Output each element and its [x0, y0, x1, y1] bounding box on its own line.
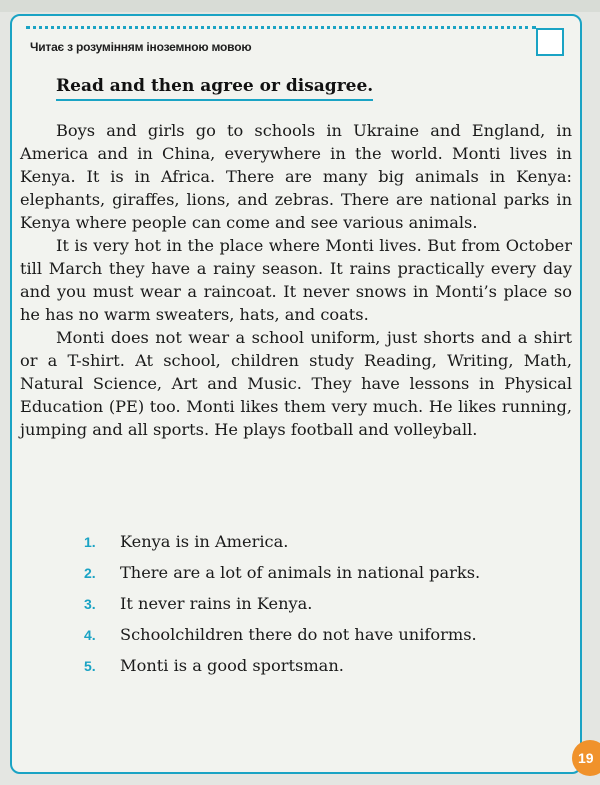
statement-number: 2.	[84, 565, 96, 581]
statement-number: 4.	[84, 627, 96, 643]
page-number-badge: 19	[572, 740, 600, 776]
statement-text: Monti is a good sportsman.	[120, 656, 344, 675]
statement-number: 1.	[84, 534, 96, 550]
completion-checkbox[interactable]	[536, 28, 564, 56]
statement-item	[84, 594, 480, 625]
exercise-card	[10, 14, 582, 774]
statement-text: There are a lot of animals in national parks.	[120, 563, 481, 582]
statement-item	[84, 625, 480, 656]
statement-item	[84, 532, 480, 563]
page-top-strip	[0, 0, 600, 12]
statement-number: 5.	[84, 658, 96, 674]
story-text	[20, 119, 572, 441]
section-label: Читає з розумінням іноземною мовою	[30, 40, 252, 54]
statement-item	[84, 563, 480, 594]
story-paragraph: Monti does not wear a school uniform, just shorts and a shirt or a T-shirt. At school, children study Reading, Writing, Math, Natural Science, Art and Music. They have lessons in Physical Education (PE) too. Monti likes them very much. He likes running, jumping and all sports. He plays football and volleyball.	[20, 328, 572, 439]
statement-number: 3.	[84, 596, 96, 612]
task-title: Read and then agree or disagree.	[56, 76, 373, 101]
statement-list	[84, 532, 480, 687]
statement-text: It never rains in Kenya.	[120, 594, 313, 613]
story-paragraph: It is very hot in the place where Monti lives. But from October till March they have a rainy season. It rains practically every day and you must wear a raincoat. It never snows in Monti’s place so he has no warm sweaters, hats, and coats.	[20, 236, 572, 324]
statement-item	[84, 656, 480, 687]
header-dotted-line	[26, 26, 536, 29]
story-paragraph: Boys and girls go to schools in Ukraine and England, in America and in China, everywhere in the world. Monti lives in Kenya. It is in Africa. There are many big animals in Kenya: elephants, giraffes, lions, and zebras. There are national parks in Kenya where people can come and see various animals.	[20, 121, 572, 232]
statement-text: Kenya is in America.	[120, 532, 289, 551]
statement-text: Schoolchildren there do not have uniforms.	[120, 625, 477, 644]
